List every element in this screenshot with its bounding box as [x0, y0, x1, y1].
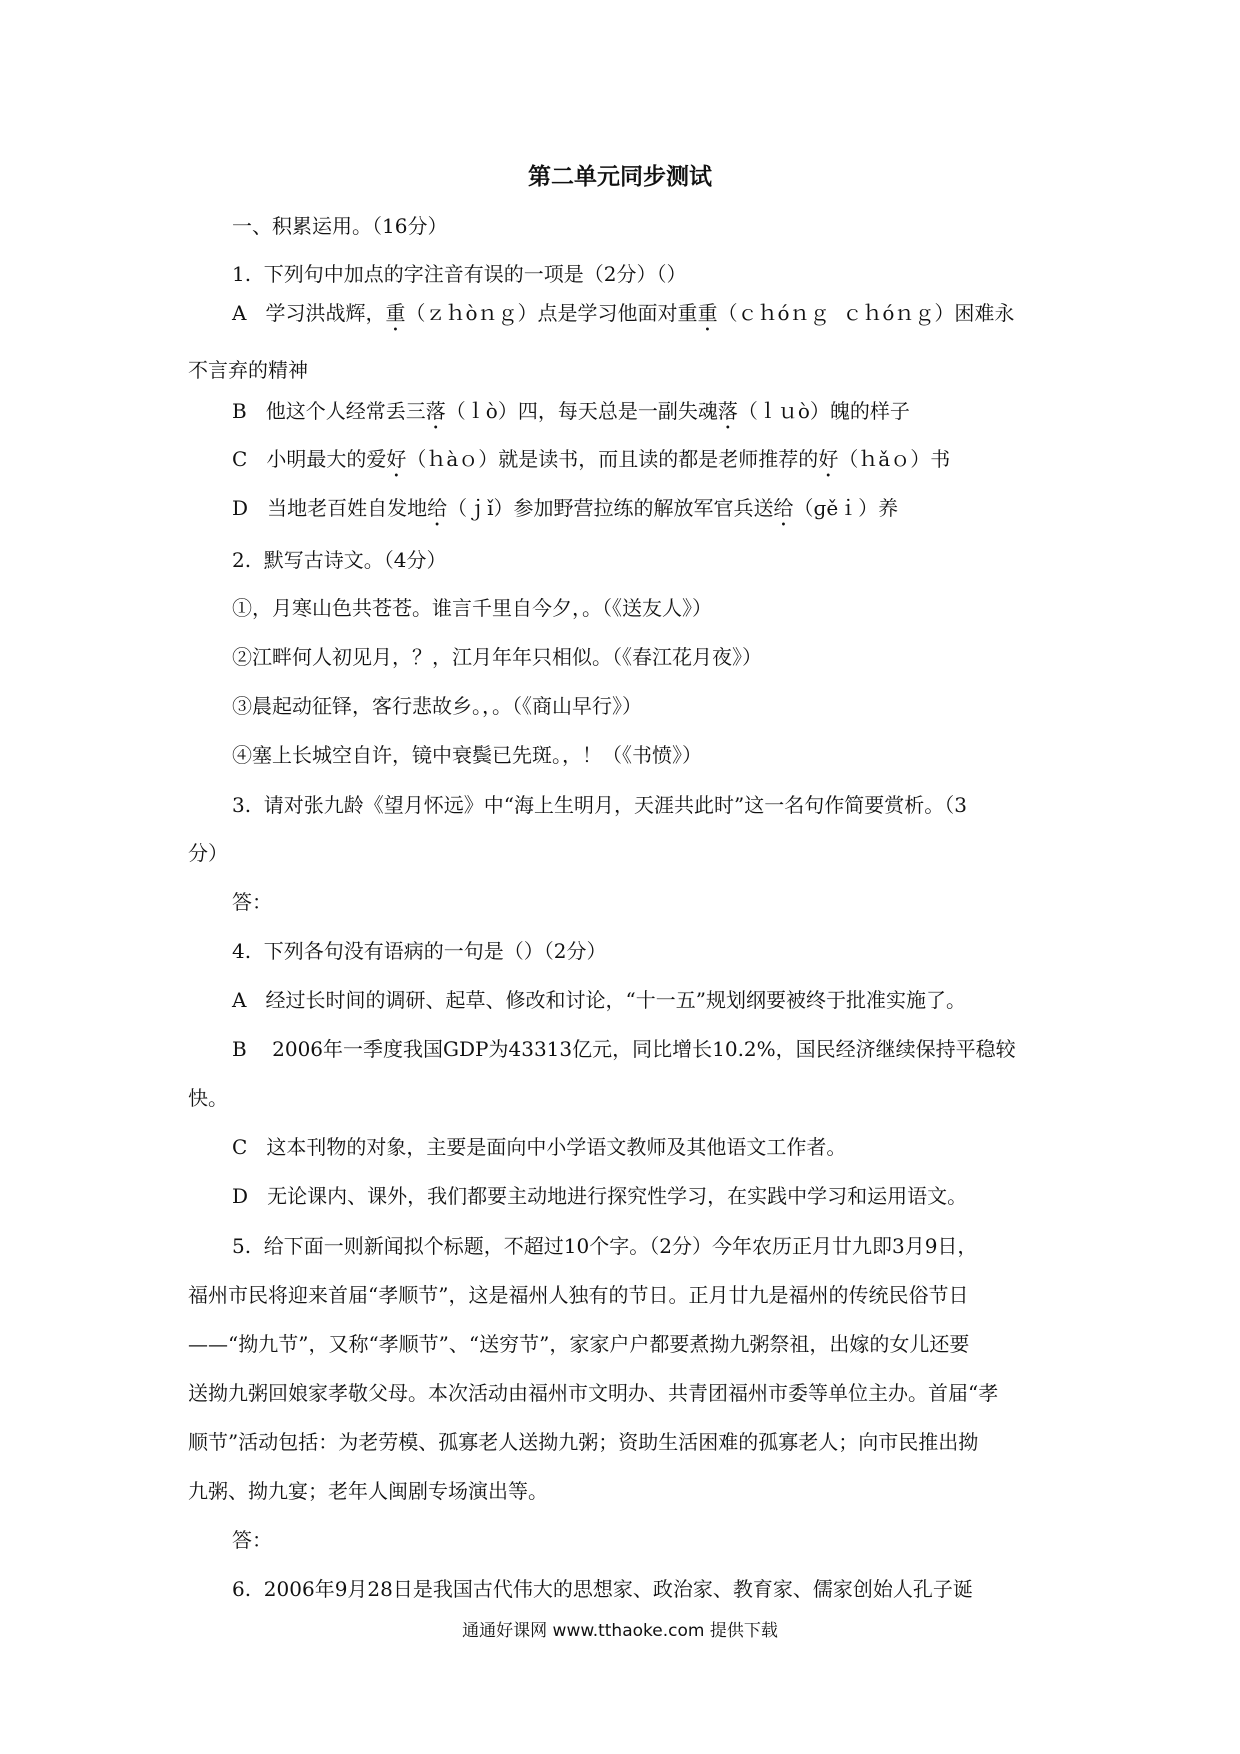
- text-span: （ｌｕò）魄的样子: [737, 399, 910, 423]
- question-5-line-1: 5. 给下面一则新闻拟个标题，不超过10个字。（2分）今年农历正月廿九即3月9日，: [232, 1234, 978, 1258]
- question-3-stem-cont: 分）: [188, 841, 228, 865]
- text-span: （ｈàｏ）就是读书，而且读的都是老师推荐的: [406, 447, 819, 471]
- text-span: （ｈǎｏ）书: [838, 447, 951, 471]
- text-span: （ɡěｉ）养: [793, 496, 899, 520]
- emphasized-char: 落: [717, 399, 738, 423]
- emphasized-char: 好: [818, 447, 839, 471]
- question-5-answer: 答：: [232, 1528, 272, 1552]
- question-1-option-a: [232, 299, 1014, 336]
- text-span: （ｃｈóｎｇ ｃｈóｎｇ）困难永: [717, 301, 1015, 325]
- question-4-stem: 4. 下列各句没有语病的一句是（）（2分）: [232, 939, 607, 963]
- question-1-option-d: [232, 494, 898, 531]
- question-1-option-c: [232, 445, 950, 482]
- text-span: C 小明最大的爱: [232, 447, 387, 471]
- page-footer: 通通好课网 www.tthaoke.com 提供下载: [462, 1621, 778, 1641]
- question-3-stem: 3. 请对张九龄《望月怀远》中“海上生明月，天涯共此时”这一名句作简要赏析。（3: [232, 793, 967, 817]
- section-heading: 一、积累运用。（16分）: [232, 214, 448, 238]
- question-1-option-a-cont: 不言弃的精神: [188, 358, 308, 382]
- question-5-line-2: 福州市民将迎来首届“孝顺节”，这是福州人独有的节日。正月廿九是福州的传统民俗节日: [188, 1283, 969, 1307]
- question-2-item-4: ④塞上长城空自许，镜中衰鬓已先斑。，！（《书愤》）: [232, 743, 702, 767]
- question-1-stem: 1. 下列句中加点的字注音有误的一项是（2分）（）: [232, 262, 687, 286]
- question-5-line-3: ——“拗九节”，又称“孝顺节”、“送穷节”，家家户户都要煮拗九粥祭祖，出嫁的女儿还要: [188, 1332, 970, 1356]
- text-span: A 学习洪战辉，: [232, 301, 386, 325]
- emphasized-char: 给: [427, 496, 448, 520]
- question-2-stem: 2. 默写古诗文。（4分）: [232, 548, 447, 572]
- question-3-answer: 答：: [232, 890, 272, 914]
- question-5-line-6: 九粥、拗九宴；老年人闽剧专场演出等。: [188, 1479, 548, 1503]
- question-4-option-b: B 2006年一季度我国GDP为43313亿元，同比增长10.2%，国民经济继续保持平稳较: [232, 1037, 1016, 1061]
- emphasized-char: 好: [386, 447, 407, 471]
- text-span: D 当地老百姓自发地: [232, 496, 428, 520]
- question-6-line-1: 6. 2006年9月28日是我国古代伟大的思想家、政治家、教育家、儒家创始人孔子诞: [232, 1577, 973, 1601]
- emphasized-char: 重: [385, 301, 406, 325]
- emphasized-char: 给: [773, 496, 794, 520]
- emphasized-char: 落: [425, 399, 446, 423]
- page-title: 第二单元同步测试: [528, 164, 712, 190]
- question-4-option-c: C 这本刊物的对象，主要是面向中小学语文教师及其他语文工作者。: [232, 1135, 847, 1159]
- text-span: （ｊǐ）参加野营拉练的解放军官兵送: [447, 496, 774, 520]
- question-5-line-5: 顺节”活动包括：为老劳模、孤寡老人送拗九粥；资助生活困难的孤寡老人；向市民推出拗: [188, 1430, 979, 1454]
- question-2-item-1: ①，月寒山色共苍苍。谁言千里自今夕，。（《送友人》）: [232, 596, 712, 620]
- text-span: B 他这个人经常丢三: [232, 399, 426, 423]
- emphasized-char: 重: [697, 301, 718, 325]
- question-4-option-a: A 经过长时间的调研、起草、修改和讨论，“十一五”规划纲要被终于批准实施了。: [232, 988, 966, 1012]
- text-span: （ｚｈòｎｇ）点是学习他面对重: [405, 301, 698, 325]
- text-span: （ｌò）四，每天总是一副失魂: [445, 399, 718, 423]
- question-4-option-b-cont: 快。: [188, 1086, 228, 1110]
- question-4-option-d: D 无论课内、课外，我们都要主动地进行探究性学习，在实践中学习和运用语文。: [232, 1184, 968, 1208]
- question-2-item-2: ②江畔何人初见月，？，江月年年只相似。（《春江花月夜》）: [232, 645, 762, 669]
- question-1-option-b: [232, 397, 910, 434]
- question-5-line-4: 送拗九粥回娘家孝敬父母。本次活动由福州市文明办、共青团福州市委等单位主办。首届“孝: [188, 1381, 999, 1405]
- question-2-item-3: ③晨起动征铎，客行悲故乡。，。（《商山早行》）: [232, 694, 642, 718]
